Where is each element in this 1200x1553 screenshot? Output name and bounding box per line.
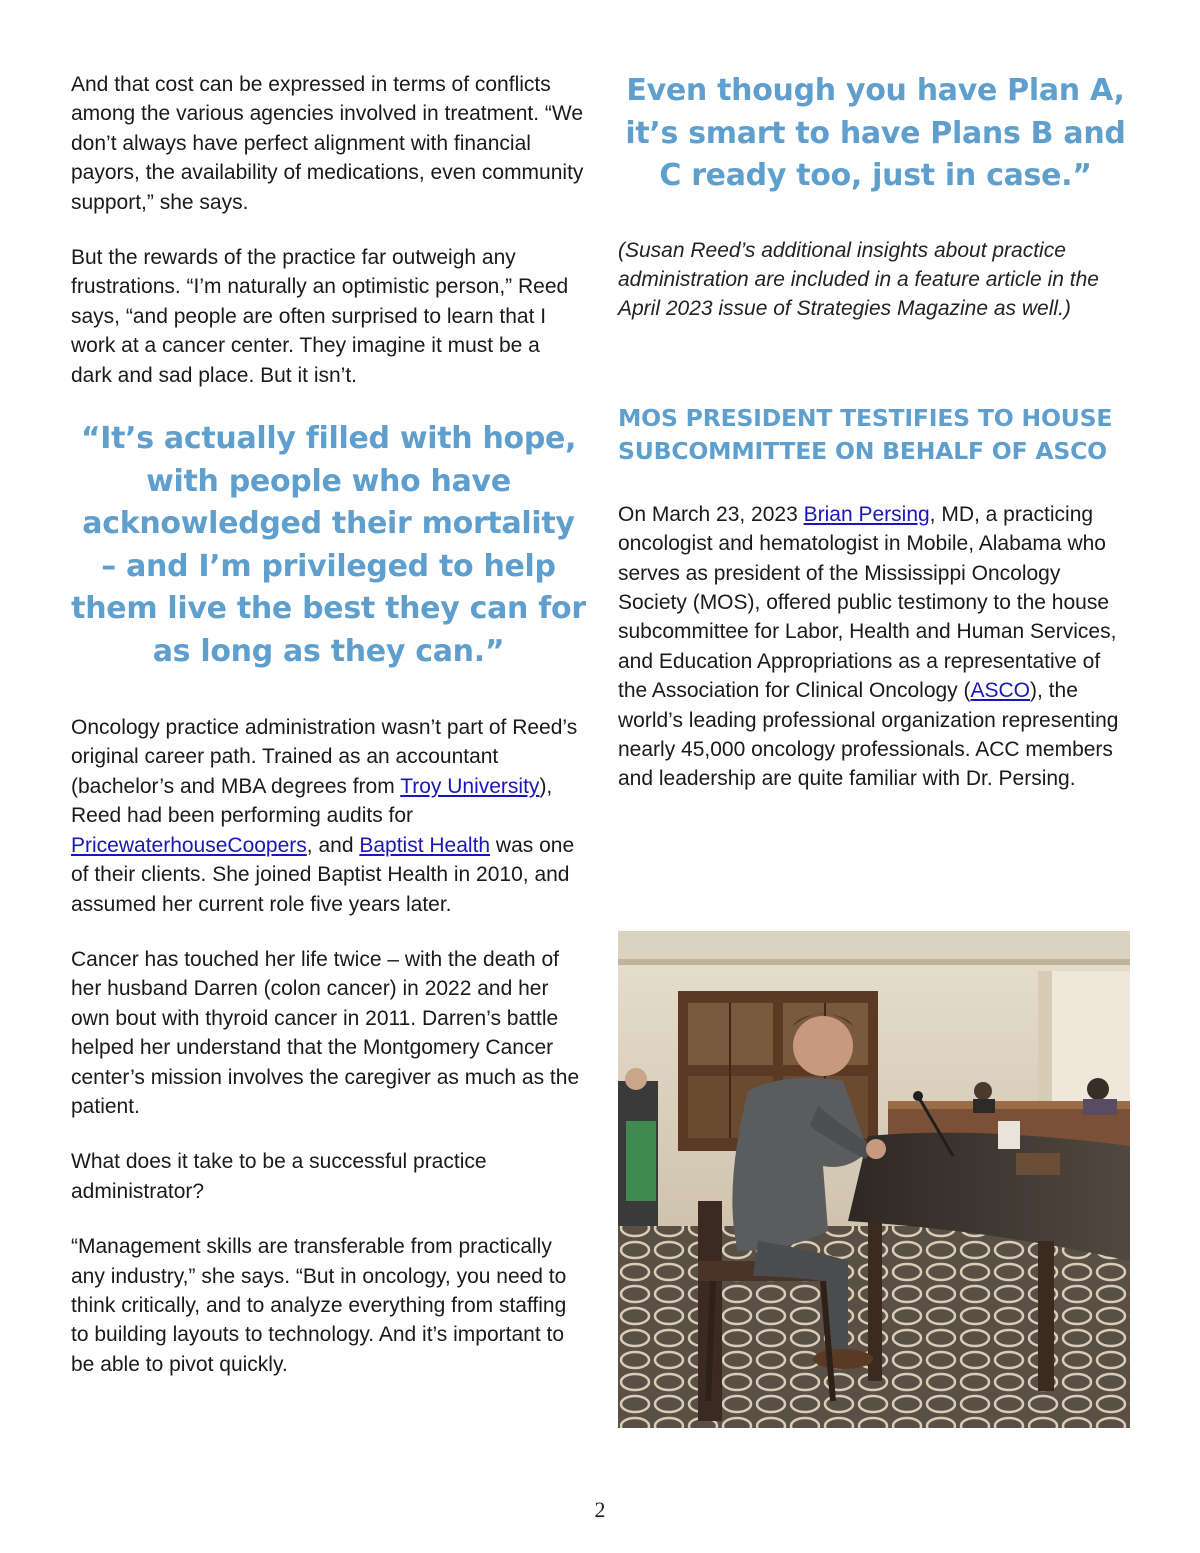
paragraph-career-path	[71, 713, 586, 919]
pull-quote-plan-a: Even though you have Plan A, it’s smart to have Plans B and C ready too, just in case.”	[625, 73, 1126, 193]
career-text-b: ), Reed had been performing audits for	[71, 774, 553, 828]
pull-quote-hope: “It’s actually filled with hope, with people who have acknowledged their mortality – and I’m privileged to help them live the best they can for as long as they can.”	[71, 421, 586, 669]
baptist-health-link[interactable]: Baptist Health	[359, 833, 491, 857]
paragraph-cost-conflicts: And that cost can be expressed in terms of conflicts among the various agencies involved in treatment. “We don’t always have perfect alignment with financial payors, the availability of medications, even community support,” she says.	[71, 73, 584, 214]
testimony-photo	[618, 931, 1130, 1428]
brian-persing-link[interactable]: Brian Persing	[803, 502, 930, 526]
article-text-c: ), the world’s leading professional organization representing nearly 45,000 oncology professionals. ACC members and leadership are quite familiar with Dr. Persing.	[618, 679, 1119, 791]
article-text-a: On March 23, 2023	[618, 502, 804, 526]
paragraph-question: What does it take to be a successful practice administrator?	[71, 1150, 487, 1203]
italic-note-strategies: (Susan Reed’s additional insights about practice administration are included in a feature article in the April 2023 issue of Strategies Magazine as well.)	[618, 238, 1099, 321]
career-text-c: , and	[306, 833, 360, 857]
section-heading-mos-president: MOS PRESIDENT TESTIFIES TO HOUSE SUBCOMMITTEE ON BEHALF OF ASCO	[618, 403, 1113, 465]
right-column	[618, 70, 1133, 820]
pricewaterhousecoopers-link[interactable]: PricewaterhouseCoopers	[71, 833, 307, 857]
career-text-d: was one of their clients. She joined Baptist Health in 2010, and assumed her current role five years later.	[71, 833, 575, 916]
career-text-a: Oncology practice administration wasn’t part of Reed’s original career path. Trained as an accountant (bachelor’s and MBA degrees from	[71, 716, 578, 798]
troy-university-link[interactable]: Troy University	[400, 774, 540, 798]
paragraph-management-skills: “Management skills are transferable from practically any industry,” she says. “But in oncology, you need to think critically, and to analyze everything from staffing to building layouts to technology. And it’s important to be able to pivot quickly.	[71, 1235, 567, 1376]
page-number: 2	[594, 1497, 606, 1522]
article-text-b: , MD, a practicing oncologist and hematologist in Mobile, Alabama who serves as president of the Mississippi Oncology Society (MOS), offered public testimony to the house subcommittee for Labor, Health and Human Services, and Education Appropriations as a representative of the Association for Clinical Oncology (	[618, 502, 1117, 703]
paragraph-persing-testimony	[618, 500, 1133, 794]
asco-link[interactable]: ASCO	[970, 679, 1031, 703]
paragraph-rewards: But the rewards of the practice far outweigh any frustrations. “I’m naturally an optimistic person,” Reed says, “and people are often surprised to learn that I work at a cancer center. They imagine it must be a dark and sad place. But it isn’t.	[71, 246, 569, 387]
paragraph-cancer-touched: Cancer has touched her life twice – with the death of her husband Darren (colon cancer) in 2022 and her own bout with thyroid cancer in 2011. Darren’s battle helped her understand that the Montgomery Cancer center’s mission involves the caregiver as much as the patient.	[71, 947, 580, 1118]
testimony-photo-illustration	[618, 931, 1130, 1428]
left-column	[71, 70, 586, 1405]
